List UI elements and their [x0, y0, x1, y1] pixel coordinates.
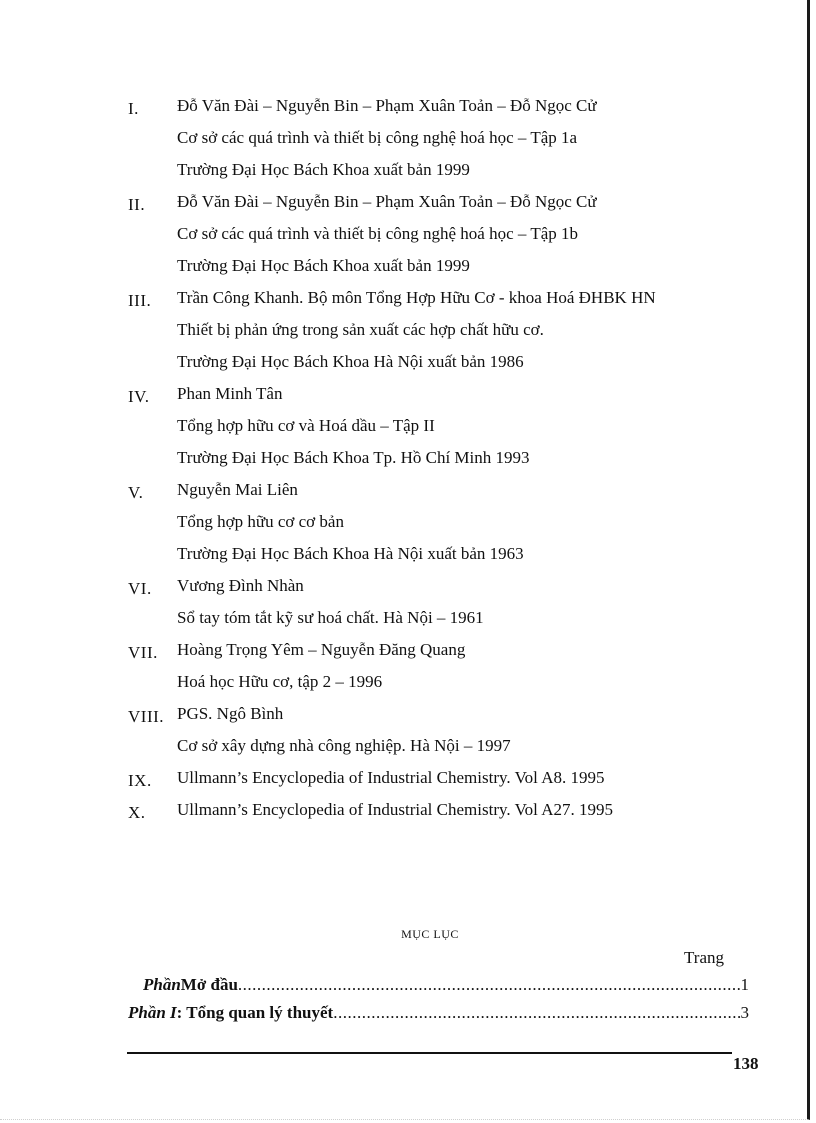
- toc-entry-page: 3: [740, 1003, 749, 1022]
- reference-line: Vương Đình Nhàn: [177, 576, 304, 595]
- toc-leader-dots: [238, 975, 741, 995]
- reference-number: III.: [128, 291, 152, 310]
- toc-entry-part-label: Phần I: [128, 1003, 177, 1022]
- reference-number: IV.: [128, 387, 150, 406]
- reference-number: IX.: [128, 771, 152, 790]
- reference-number: X.: [128, 803, 146, 822]
- toc-entry-part-label: Phần: [143, 975, 181, 994]
- reference-line: Đỗ Văn Đài – Nguyễn Bin – Phạm Xuân Toản – Đỗ Ngọc Cử: [177, 96, 597, 115]
- reference-line: Tổng hợp hữu cơ cơ bản: [177, 512, 344, 531]
- toc-entry-page: 1: [740, 975, 749, 994]
- reference-item: [0, 92, 800, 188]
- reference-number: VII.: [128, 643, 158, 662]
- reference-number: VIII.: [128, 707, 165, 726]
- reference-list: [0, 92, 800, 828]
- reference-line: Nguyễn Mai Liên: [177, 480, 298, 499]
- reference-item: [0, 700, 800, 764]
- reference-item: [0, 284, 800, 380]
- toc-entry[interactable]: [143, 975, 749, 995]
- toc-entry-title: Mở đầu: [180, 975, 238, 994]
- reference-number: II.: [128, 195, 146, 214]
- reference-number: I.: [128, 99, 139, 118]
- reference-line: Cơ sở các quá trình và thiết bị công nghệ hoá học – Tập 1a: [177, 128, 578, 147]
- reference-line: Hoá học Hữu cơ, tập 2 – 1996: [177, 672, 383, 691]
- reference-line: Hoàng Trọng Yêm – Nguyễn Đăng Quang: [177, 640, 466, 659]
- reference-item: [0, 572, 800, 636]
- toc-entry-title: : Tổng quan lý thuyết: [176, 1003, 334, 1022]
- toc-entry[interactable]: [128, 1003, 749, 1023]
- reference-item: [0, 476, 800, 572]
- reference-item: [0, 188, 800, 284]
- reference-item: [0, 380, 800, 476]
- reference-number: VI.: [128, 579, 152, 598]
- toc-page-column-label: Trang: [684, 948, 724, 967]
- reference-item: [0, 636, 800, 700]
- reference-line: Tổng hợp hữu cơ và Hoá dầu – Tập II: [177, 416, 435, 435]
- reference-line: Trường Đại Học Bách Khoa Hà Nội xuất bản 1986: [177, 352, 524, 371]
- reference-line: Cơ sở xây dựng nhà công nghiệp. Hà Nội – 1997: [177, 736, 511, 755]
- reference-line: Sổ tay tóm tắt kỹ sư hoá chất. Hà Nội – 1961: [177, 608, 484, 627]
- footer-rule: [127, 1052, 732, 1054]
- toc-leader-dots: [333, 1003, 740, 1023]
- reference-line: Trần Công Khanh. Bộ môn Tổng Hợp Hữu Cơ - khoa Hoá ĐHBK HN: [177, 288, 656, 307]
- toc-title: MỤC LỤC: [401, 927, 459, 941]
- reference-line: Trường Đại Học Bách Khoa Hà Nội xuất bản 1963: [177, 544, 524, 563]
- reference-line: PGS. Ngô Bình: [177, 704, 284, 723]
- reference-item: [0, 764, 800, 796]
- reference-line: Trường Đại Học Bách Khoa xuất bản 1999: [177, 256, 470, 275]
- page-number: 138: [733, 1054, 759, 1073]
- reference-line: Ullmann’s Encyclopedia of Industrial Chemistry. Vol A8. 1995: [177, 768, 605, 787]
- reference-number: V.: [128, 483, 144, 502]
- reference-line: Đỗ Văn Đài – Nguyễn Bin – Phạm Xuân Toản – Đỗ Ngọc Cử: [177, 192, 597, 211]
- reference-line: Cơ sở các quá trình và thiết bị công nghệ hoá học – Tập 1b: [177, 224, 579, 243]
- reference-item: [0, 796, 800, 828]
- reference-line: Trường Đại Học Bách Khoa Tp. Hồ Chí Minh 1993: [177, 448, 530, 467]
- reference-line: Thiết bị phản ứng trong sản xuất các hợp chất hữu cơ.: [177, 320, 544, 339]
- reference-line: Trường Đại Học Bách Khoa xuất bản 1999: [177, 160, 470, 179]
- reference-line: Ullmann’s Encyclopedia of Industrial Chemistry. Vol A27. 1995: [177, 800, 613, 819]
- reference-line: Phan Minh Tân: [177, 384, 283, 403]
